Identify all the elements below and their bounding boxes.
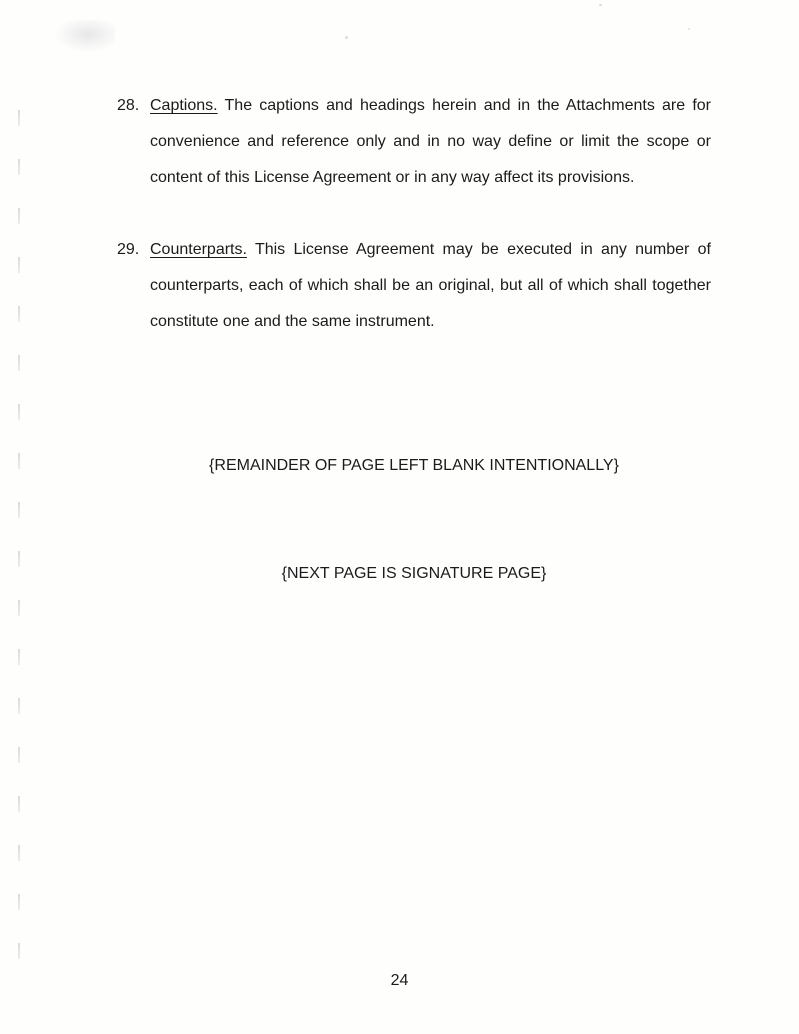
clause-number: 29. bbox=[117, 241, 140, 258]
clause-heading: Counterparts. bbox=[150, 241, 247, 258]
clause-number: 28. bbox=[117, 97, 140, 114]
clause-heading: Captions. bbox=[150, 97, 218, 114]
scan-artifact-smudge bbox=[55, 20, 115, 52]
scan-artifact-speck bbox=[688, 28, 690, 30]
blank-page-notice: {REMAINDER OF PAGE LEFT BLANK INTENTIONALLY} bbox=[209, 457, 619, 474]
clause-29-counterparts bbox=[117, 232, 711, 340]
clause-text: The captions and headings herein and in the Attachments are for convenience and reference only and in no way define or limit the scope or content of this License Agreement or in any way affect its provisions. bbox=[150, 97, 712, 186]
clause-text: This License Agreement may be executed in any number of counterparts, each of which shall be an original, but all of which shall together constitute one and the same instrument. bbox=[150, 241, 712, 330]
page-number: 24 bbox=[390, 972, 409, 989]
clause-28-captions bbox=[117, 88, 711, 196]
scan-artifact-left-edge-dashes bbox=[18, 110, 20, 960]
scan-artifact-speck bbox=[345, 36, 348, 39]
signature-page-notice: {NEXT PAGE IS SIGNATURE PAGE} bbox=[281, 565, 547, 582]
scan-artifact-speck bbox=[599, 4, 602, 6]
document-body bbox=[117, 88, 711, 592]
